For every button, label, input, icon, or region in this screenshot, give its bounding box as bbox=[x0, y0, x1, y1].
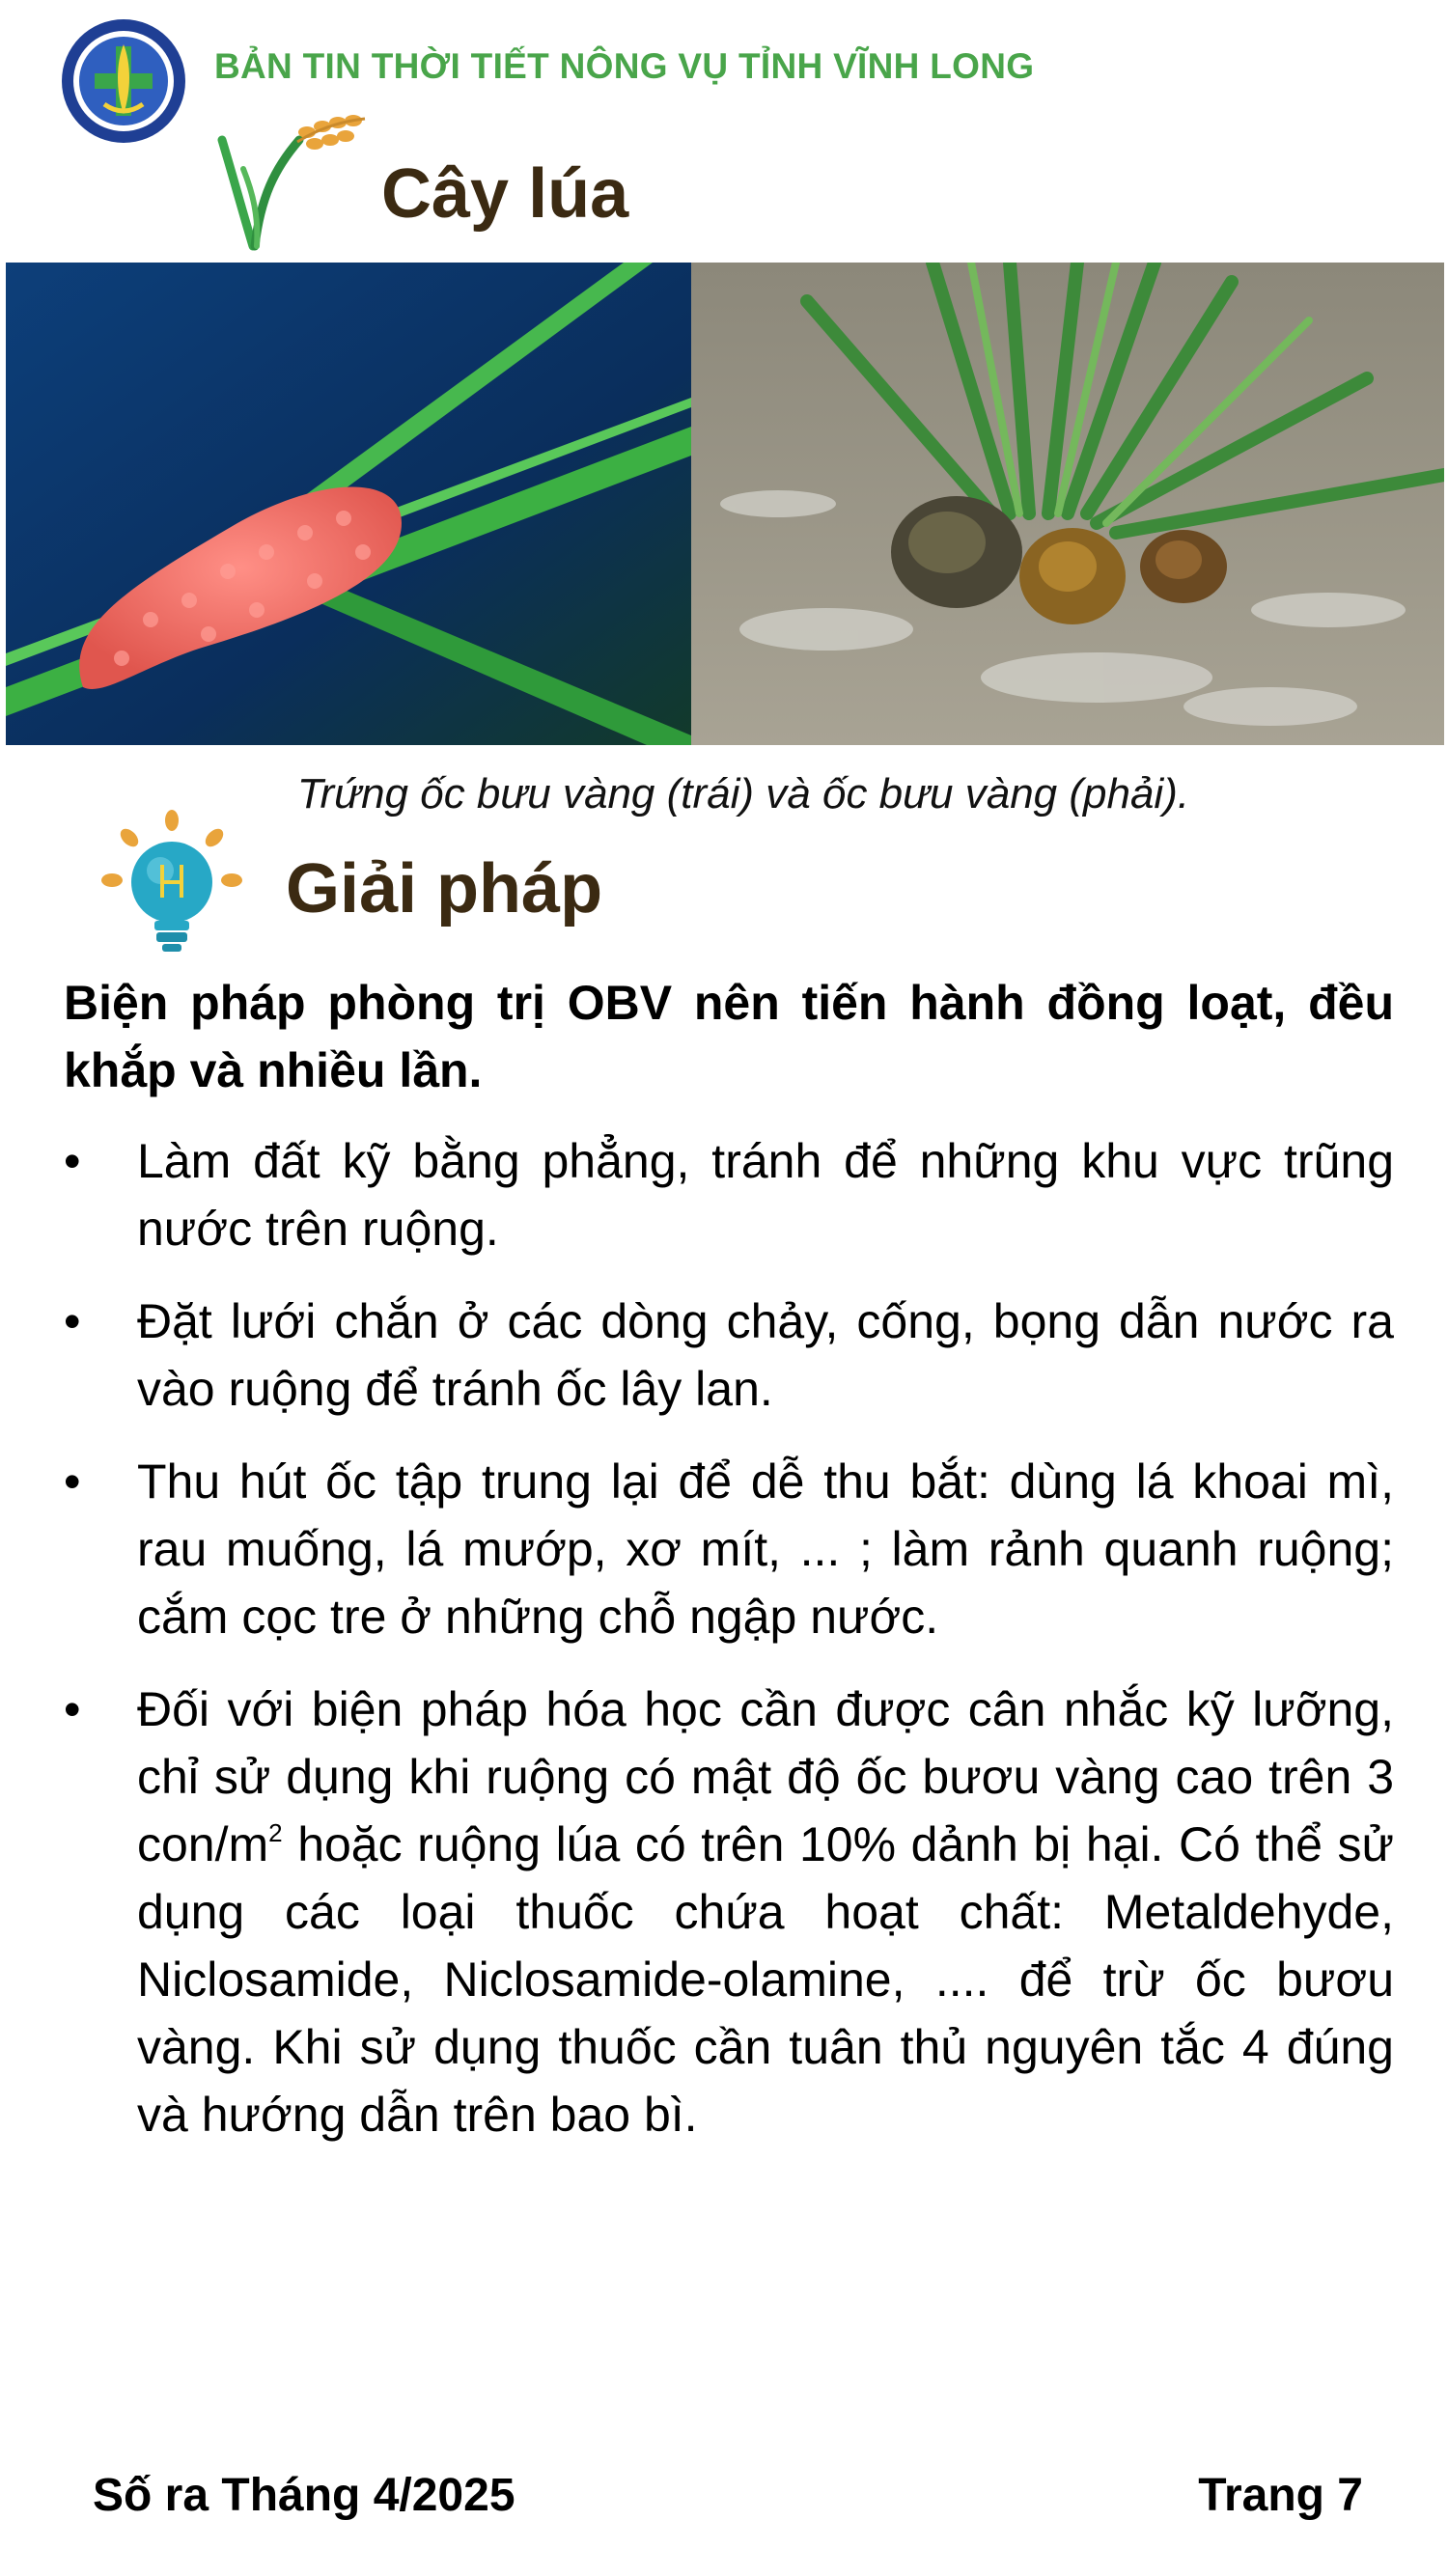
solution-list bbox=[64, 1127, 1394, 2174]
section-title-solution: Giải pháp bbox=[286, 850, 603, 928]
superscript-two: 2 bbox=[268, 1818, 283, 1847]
list-item-text: Thu hút ốc tập trung lại để dễ thu bắt: dùng lá khoai mì, rau muống, lá mướp, xơ mít, ... ; làm rảnh quanh ruộng; cắm cọc tre ở những chỗ ngập nước. bbox=[137, 1454, 1394, 1644]
bulletin-title: BẢN TIN THỜI TIẾT NÔNG VỤ TỈNH VĨNH LONG bbox=[214, 46, 1035, 86]
item4-text-before: Đối với biện pháp hóa học cần được cân nhắc kỹ lưỡng, chỉ sử dụng khi ruộng có mật độ ốc bươu vàng cao trên 3 con/m bbox=[137, 1682, 1394, 1871]
solution-lead: Biện pháp phòng trị OBV nên tiến hành đồng loạt, đều khắp và nhiều lần. bbox=[64, 976, 1394, 1097]
lightbulb-icon bbox=[97, 807, 251, 961]
issue-label: Số ra Tháng 4/2025 bbox=[93, 2470, 515, 2521]
list-item-text: Làm đất kỹ bằng phẳng, tránh để những khu vực trũng nước trên ruộng. bbox=[137, 1134, 1394, 1256]
bullet-glyph: • bbox=[64, 1682, 81, 1736]
list-item bbox=[64, 1288, 1394, 1423]
rice-plant-icon bbox=[214, 101, 369, 256]
golden-apple-snails-photo bbox=[691, 263, 1444, 745]
snail-eggs-photo bbox=[6, 263, 691, 745]
photo-caption: Trứng ốc bưu vàng (trái) và ốc bưu vàng (phải). bbox=[296, 770, 1190, 817]
bullet-glyph: • bbox=[64, 1294, 81, 1348]
list-item-text: Đặt lưới chắn ở các dòng chảy, cống, bọng dẫn nước ra vào ruộng để tránh ốc lây lan. bbox=[137, 1294, 1394, 1416]
bullet-glyph: • bbox=[64, 1134, 81, 1188]
bullet-glyph: • bbox=[64, 1454, 81, 1509]
list-item bbox=[64, 1127, 1394, 1262]
agriculture-department-seal-icon bbox=[60, 17, 187, 145]
item4-text-after: hoặc ruộng lúa có trên 10% dảnh bị hại. Có thể sử dụng các loại thuốc chứa hoạt chất: Metaldehyde, Niclosamide, Niclosamide-olamine, .... để trừ ốc bươu vàng. Khi sử dụng thuốc cần tuân thủ nguyên tắc 4 đúng và hướng dẫn trên bao bì. bbox=[137, 1817, 1394, 2142]
list-item bbox=[64, 1448, 1394, 1650]
page-number: Trang 7 bbox=[1198, 2470, 1363, 2521]
list-item-text bbox=[137, 1682, 1394, 2142]
list-item bbox=[64, 1676, 1394, 2148]
section-title-rice: Cây lúa bbox=[381, 155, 629, 233]
